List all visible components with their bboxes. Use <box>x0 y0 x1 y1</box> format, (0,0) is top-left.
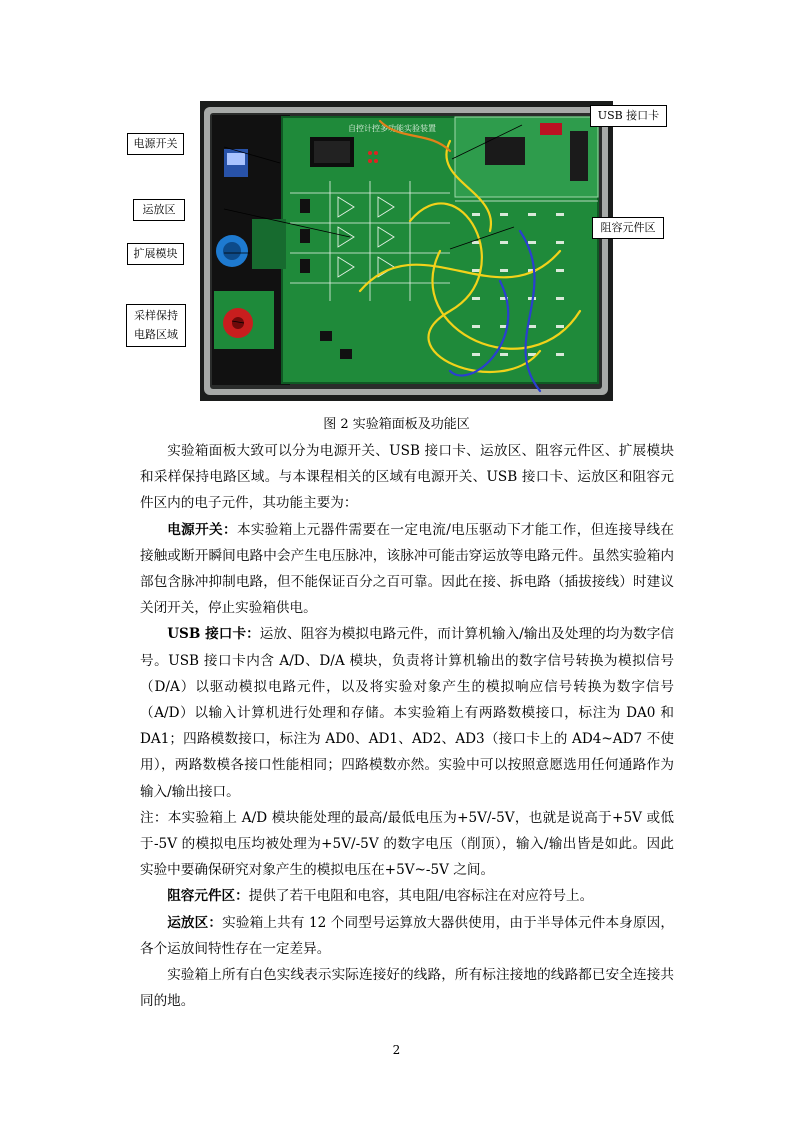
term-opamp-area: 运放区： <box>167 914 223 931</box>
paragraph-rc-area-text: 提供了若干电阻和电容，其电阻/电容标注在对应符号上。 <box>248 888 594 905</box>
paragraph-opamp-area-text: 实验箱上共有 12 个同型号运算放大器供使用，由于半导体元件本身原因，各个运放间特性存在一定差异。 <box>140 914 675 957</box>
term-power-switch: 电源开关： <box>167 521 237 538</box>
term-usb-card: USB 接口卡： <box>167 626 260 643</box>
callout-power-switch: 电源开关 <box>127 133 184 155</box>
figure <box>133 101 660 401</box>
figure-caption: 图 2 实验箱面板及功能区 <box>323 417 470 432</box>
callout-sample-hold-line1: 采样保持 <box>134 309 178 322</box>
callout-sample-hold <box>126 304 186 347</box>
leader-lines <box>120 91 613 401</box>
paragraph-power-switch <box>140 517 674 622</box>
paragraph-rc-area <box>140 883 674 909</box>
page-number: 2 <box>392 1043 401 1057</box>
callout-usb-card: USB 接口卡 <box>590 105 667 127</box>
body-text <box>140 438 674 1014</box>
callout-opamp-area: 运放区 <box>133 199 185 221</box>
callout-rc-area: 阻容元件区 <box>592 217 664 239</box>
paragraph-usb-card-text: 运放、阻容为模拟电路元件，而计算机输入/输出及处理的均为数字信号。USB 接口卡内含 A/D、D/A 模块，负责将计算机输出的数字信号转换为模拟信号（D/A）以驱动模拟电路元件，以及将实验对象产生的模拟响应信号转换为数字信号（A/D）以输入计算机进行处理和存储。本实验箱上有两路数模接口，标注为 DA0 和 DA1；四路模数接口，标注为 AD0、AD1、AD2、AD3（接口卡上的 AD4~AD7 不使用），两路数模各接口性能相同；四路模数亦然。实验中可以按照意愿选用任何通路作为输入/输出接口。 <box>140 626 674 800</box>
callout-expansion-module: 扩展模块 <box>127 243 184 265</box>
paragraph-usb-card <box>140 621 674 804</box>
callout-sample-hold-line2: 电路区域 <box>134 328 178 341</box>
paragraph-power-switch-text: 本实验箱上元器件需要在一定电流/电压驱动下才能工作，但连接导线在接触或断开瞬间电路中会产生电压脉冲，该脉冲可能击穿运放等电路元件。虽然实验箱内部包含脉冲抑制电路，但不能保证百分之百可靠。因此在接、拆电路（插拔接线）时建议关闭开关，停止实验箱供电。 <box>140 521 675 617</box>
paragraph-overview: 实验箱面板大致可以分为电源开关、USB 接口卡、运放区、阻容元件区、扩展模块和采样保持电路区域。与本课程相关的区域有电源开关、USB 接口卡、运放区和阻容元件区内的电子元件，其功能主要为： <box>140 443 674 512</box>
board-title: 自控计控多功能实验装置 <box>348 124 436 133</box>
paragraph-wiring: 实验箱上所有白色实线表示实际连接好的线路，所有标注接地的线路都已安全连接共同的地。 <box>140 967 674 1010</box>
paragraph-note: 注：本实验箱上 A/D 模块能处理的最高/最低电压为+5V/-5V，也就是说高于+5V 或低于-5V 的模拟电压均被处理为+5V/-5V 的数字电压（削顶），输入/输出皆是如此。因此实验中要确保研究对象产生的模拟电压在+5V~-5V 之间。 <box>140 809 674 879</box>
paragraph-opamp-area <box>140 910 674 962</box>
term-rc-area: 阻容元件区： <box>167 888 249 905</box>
